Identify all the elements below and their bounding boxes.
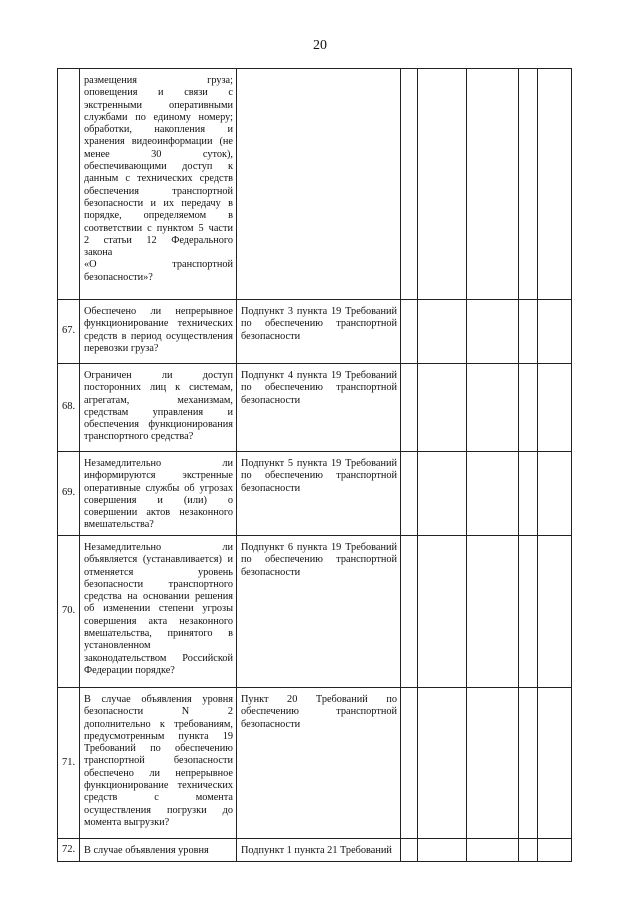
question-line: «О транспортной [84, 259, 233, 271]
question-line: Незамедлительно ли [84, 458, 233, 469]
question-cell [80, 688, 237, 839]
question-line: безопасности и их передачу в [84, 197, 233, 209]
question-line: закона [84, 247, 113, 259]
table-row [58, 452, 572, 536]
empty-cell [538, 452, 572, 536]
question-line: обработки, накопления и [84, 124, 233, 136]
question-line: В случае объявления уровня [84, 694, 233, 705]
question-line: безопасности транспортного [84, 578, 233, 590]
table-body [58, 69, 572, 862]
empty-cell [538, 300, 572, 364]
reference-line: безопасности [241, 566, 301, 578]
checklist-table [57, 68, 572, 862]
question-line: хранения видеоинформации (не [84, 136, 233, 148]
empty-cell [519, 839, 538, 862]
reference-line: безопасности [241, 482, 301, 494]
question-line: Федерации порядке? [84, 664, 175, 676]
question-line: совершения акта незаконного [84, 615, 233, 627]
question-line: средства на основании решения [84, 591, 233, 603]
question-line: оперативные службы об угрозах [84, 482, 233, 494]
question-line: Ограничен ли доступ [84, 370, 233, 381]
empty-cell [418, 300, 467, 364]
empty-cell [467, 688, 519, 839]
table-row [58, 688, 572, 839]
empty-cell [418, 688, 467, 839]
table-row [58, 839, 572, 862]
question-line: информируются экстренные [84, 470, 233, 482]
question-line: момента выгрузки? [84, 816, 170, 828]
empty-cell [401, 452, 418, 536]
reference-line: обеспечению транспортной [241, 706, 397, 718]
empty-cell [538, 364, 572, 452]
question-line: об изменении степени угрозы [84, 603, 233, 615]
question-cell [80, 452, 237, 536]
table-row [58, 364, 572, 452]
question-line: перевозки груза? [84, 342, 159, 354]
question-line: оповещения и связи с [84, 87, 233, 99]
reference-line: Подпункт 1 пункта 21 Требований [241, 845, 392, 856]
empty-cell [401, 69, 418, 300]
reference-line: Подпункт 6 пункта 19 Требований [241, 542, 397, 553]
empty-cell [519, 688, 538, 839]
reference-line: безопасности [241, 330, 301, 342]
table-row [58, 69, 572, 300]
question-line: транспортной безопасности [84, 755, 233, 767]
question-cell [80, 69, 237, 300]
reference-line: безопасности [241, 394, 301, 406]
question-line: осуществления погрузки до [84, 804, 233, 816]
reference-cell [237, 69, 401, 300]
question-line: обеспечивающими доступ к [84, 161, 233, 173]
page-number: 20 [313, 38, 327, 53]
empty-cell [418, 536, 467, 688]
question-line: законодательством Российской [84, 652, 233, 664]
reference-cell [237, 839, 401, 862]
empty-cell [401, 300, 418, 364]
item-number: 72. [58, 839, 80, 862]
question-line: безопасности»? [84, 271, 153, 283]
question-line: Требований по обеспечению [84, 743, 233, 755]
empty-cell [401, 536, 418, 688]
empty-cell [467, 452, 519, 536]
reference-line: по обеспечению транспортной [241, 318, 397, 330]
question-line: агрегатам, механизмам, [84, 394, 233, 406]
empty-cell [467, 69, 519, 300]
item-number: 68. [58, 364, 80, 452]
table-row [58, 536, 572, 688]
question-line: Незамедлительно ли [84, 542, 233, 553]
reference-line: по обеспечению транспортной [241, 470, 397, 482]
reference-line: Пункт 20 Требований по [241, 694, 397, 705]
question-line: 2 статьи 12 Федерального [84, 234, 233, 246]
item-number [58, 69, 80, 300]
table-row [58, 300, 572, 364]
item-number: 67. [58, 300, 80, 364]
empty-cell [467, 364, 519, 452]
empty-cell [519, 536, 538, 688]
question-line: менее 30 суток), [84, 148, 233, 160]
question-line: Обеспечено ли непрерывное [84, 306, 233, 317]
question-line: совершения и (или) о [84, 494, 233, 506]
empty-cell [519, 69, 538, 300]
empty-cell [401, 688, 418, 839]
reference-line: безопасности [241, 718, 301, 730]
empty-cell [538, 688, 572, 839]
reference-line: Подпункт 3 пункта 19 Требований [241, 306, 397, 317]
question-cell [80, 536, 237, 688]
question-line: средствам управления и [84, 406, 233, 418]
question-line: безопасности N 2 [84, 706, 233, 718]
question-line: установленном [84, 640, 151, 652]
question-line: средств в период осуществления [84, 330, 233, 342]
question-line: соответствии с пунктом 5 части [84, 222, 233, 234]
reference-cell [237, 452, 401, 536]
question-line: посторонних лиц к системам, [84, 382, 233, 394]
question-line: данным с технических средств [84, 173, 233, 185]
question-cell [80, 300, 237, 364]
item-number: 69. [58, 452, 80, 536]
question-line: совершении актов незаконного [84, 507, 233, 519]
question-line: вмешательства? [84, 519, 154, 531]
empty-cell [418, 69, 467, 300]
question-cell [80, 839, 237, 862]
reference-line: по обеспечению транспортной [241, 382, 397, 394]
empty-cell [538, 839, 572, 862]
question-line: службами по единому номеру; [84, 111, 233, 123]
question-line: объявляется (устанавливается) и [84, 554, 233, 566]
reference-cell [237, 688, 401, 839]
empty-cell [401, 839, 418, 862]
reference-line: Подпункт 5 пункта 19 Требований [241, 458, 397, 469]
question-cell [80, 364, 237, 452]
question-line: В случае объявления уровня [84, 845, 209, 856]
question-line: средств с момента [84, 792, 233, 804]
empty-cell [519, 452, 538, 536]
empty-cell [467, 300, 519, 364]
empty-cell [467, 536, 519, 688]
question-line: обеспечения функционирования [84, 419, 233, 431]
empty-cell [467, 839, 519, 862]
question-line: функционирование технических [84, 318, 233, 330]
question-line: размещения груза; [84, 75, 233, 86]
question-line: вмешательства, принятого в [84, 628, 233, 640]
empty-cell [538, 69, 572, 300]
empty-cell [519, 300, 538, 364]
question-line: экстренными оперативными [84, 99, 233, 111]
question-line: обеспечения транспортной [84, 185, 233, 197]
reference-line: по обеспечению транспортной [241, 554, 397, 566]
reference-line: Подпункт 4 пункта 19 Требований [241, 370, 397, 381]
empty-cell [418, 839, 467, 862]
empty-cell [418, 364, 467, 452]
reference-cell [237, 364, 401, 452]
item-number: 70. [58, 536, 80, 688]
question-line: предусмотренным пункта 19 [84, 730, 233, 742]
empty-cell [418, 452, 467, 536]
empty-cell [538, 536, 572, 688]
question-line: функционирование технических [84, 780, 233, 792]
question-line: дополнительно к требованиям, [84, 718, 233, 730]
item-number: 71. [58, 688, 80, 839]
question-line: обеспечено ли непрерывное [84, 767, 233, 779]
question-line: отменяется уровень [84, 566, 233, 578]
question-line: порядке, определяемом в [84, 210, 233, 222]
reference-cell [237, 300, 401, 364]
question-line: транспортного средства? [84, 431, 194, 443]
reference-cell [237, 536, 401, 688]
empty-cell [401, 364, 418, 452]
empty-cell [519, 364, 538, 452]
